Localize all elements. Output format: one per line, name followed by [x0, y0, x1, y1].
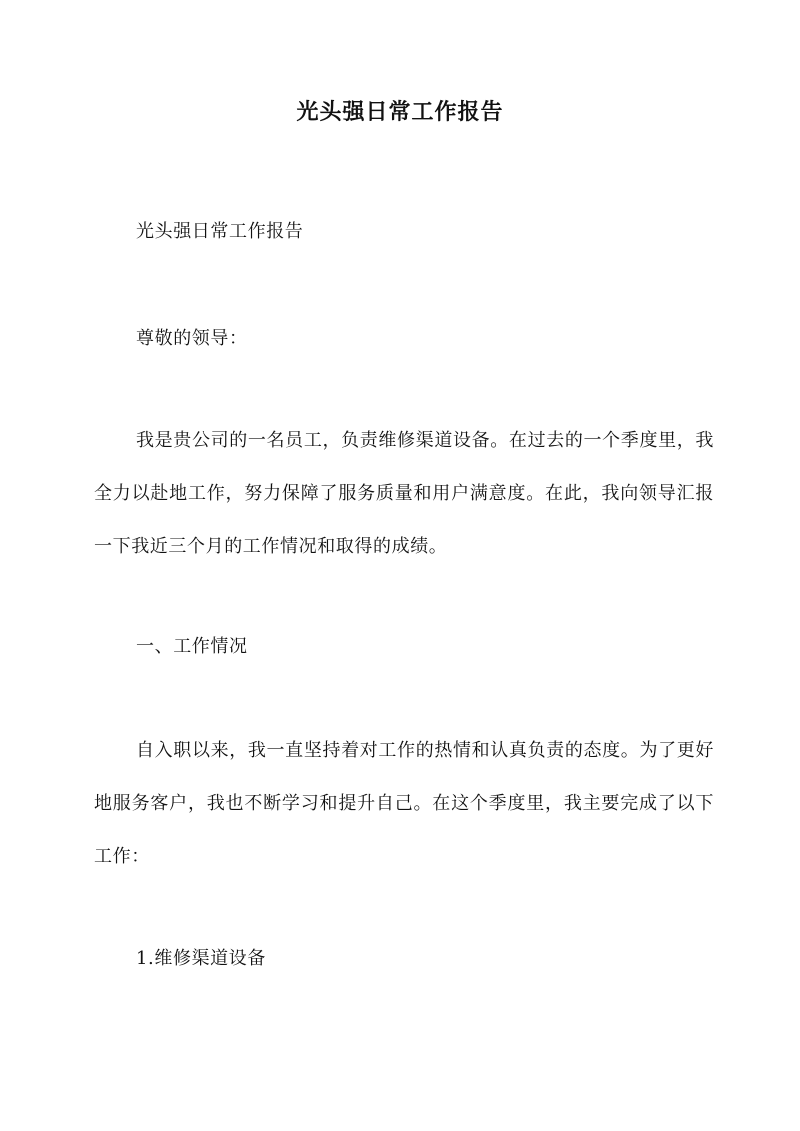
intro-paragraph: 我是贵公司的一名员工，负责维修渠道设备。在过去的一个季度里，我全力以赴地工作，努力保障了服务质量和用户满意度。在此，我向领导汇报一下我近三个月的工作情况和取得的成绩。 — [94, 430, 714, 557]
document-title: 光头强日常工作报告 — [296, 99, 504, 125]
section-heading: 一、工作情况 — [136, 636, 248, 657]
list-item-heading: 1.维修渠道设备 — [136, 948, 266, 969]
salutation-paragraph: 尊敬的领导： — [136, 328, 248, 349]
subtitle-paragraph: 光头强日常工作报告 — [136, 221, 304, 242]
work-paragraph: 自入职以来，我一直坚持着对工作的热情和认真负责的态度。为了更好地服务客户，我也不断学习和提升自己。在这个季度里，我主要完成了以下工作： — [94, 740, 714, 867]
